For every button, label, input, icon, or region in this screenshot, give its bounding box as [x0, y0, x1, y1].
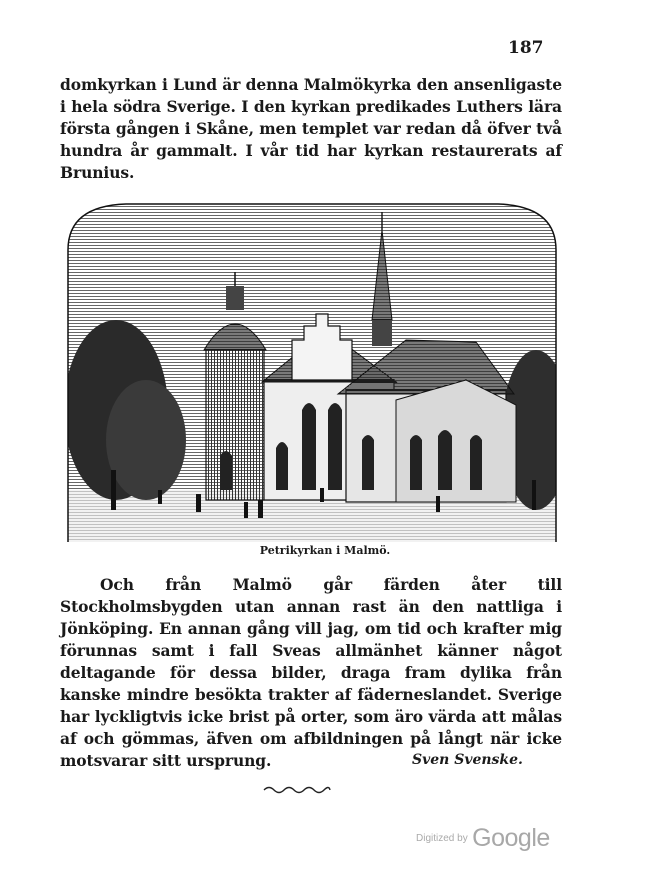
figure-caption: Petrikyrkan i Malmö.	[259, 544, 391, 557]
paragraph-2: Och från Malmö går färden åter till Stockholmsbygden utan annan rast än den nattliga i Jönköping. En annan gång vill jag, om tid och krafter mig förunnas samt i fall Sveas allmänhet känner något deltagande för dessa bilder, draga fram dylika från kanske mindre besökta trakter af fäderneslandet. Sverige har lyckligtvis icke brist på orter, som äro värda att målas af och gömmas, äfven om afbildningen på långt när icke motsvarar sitt ursprung.	[60, 575, 562, 770]
wavy-line-ornament-icon	[262, 784, 332, 796]
google-logo: Google	[472, 824, 550, 852]
paragraph-1: domkyrkan i Lund är denna Malmökyrka den ansenligaste i hela södra Sverige. I den kyrkan predikades Luthers lära första gången i Skåne, men templet var redan då öfver två hundra år gammalt. I vår tid har kyrkan restaurerats af Brunius.	[60, 75, 562, 182]
author-signature: Sven Svenske.	[412, 752, 523, 768]
page-number: 187	[508, 38, 544, 58]
watermark-prefix: Digitized by	[416, 833, 468, 844]
google-watermark	[416, 824, 550, 853]
church-engraving-icon	[66, 190, 558, 542]
